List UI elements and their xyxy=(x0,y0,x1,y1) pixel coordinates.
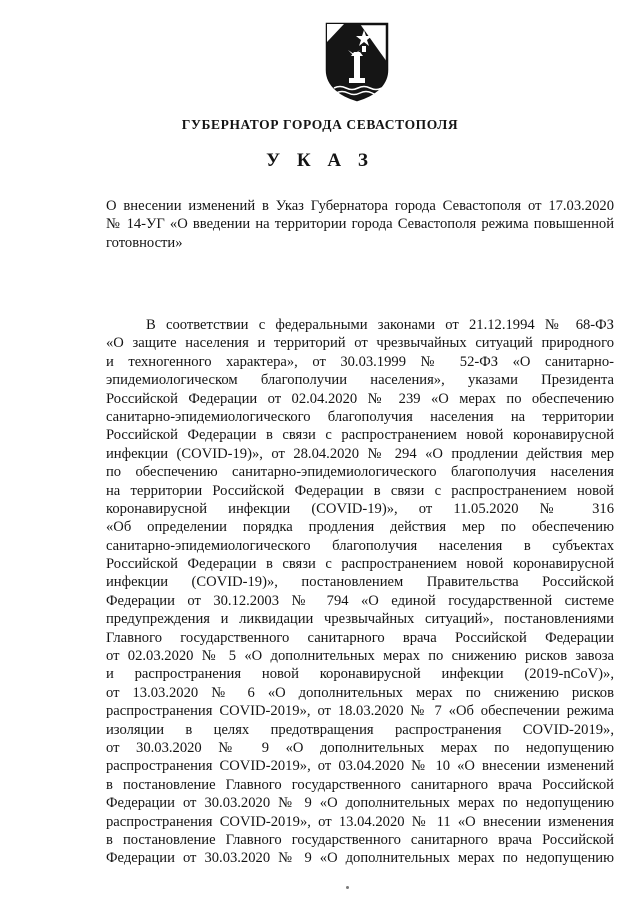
body-line: в постановление Главного государственного санитарного врача Российской xyxy=(106,831,614,848)
body-line: «Об определении порядка продления действия мер по обеспечению xyxy=(106,519,614,536)
sevastopol-coat-of-arms-icon xyxy=(324,22,390,102)
body-line: предупреждения и ликвидации чрезвычайных ситуаций», постановлениями xyxy=(106,611,614,628)
body-line: от 13.03.2020 № 6 «О дополнительных мерах по снижению рисков xyxy=(106,684,614,701)
body-line: Российской Федерации от 02.04.2020 № 239 «О мерах по обеспечению xyxy=(106,390,614,407)
body-line: санитарно-эпидемиологического благополучия населения в субъектах xyxy=(106,537,614,554)
body-line: распространения COVID-2019», от 13.04.2020 № 11 «О внесении изменения xyxy=(106,813,614,830)
body-line: от 30.03.2020 № 9 «О дополнительных мерах по недопущению xyxy=(106,739,614,756)
body-line: Российской Федерации в связи с распространением новой коронавирусной xyxy=(106,427,614,444)
body-line: в постановление Главного государственного санитарного врача Российской xyxy=(106,776,614,793)
decree-preamble xyxy=(106,316,614,868)
body-line: Федерации от 30.12.2003 № 794 «О единой государственной системе xyxy=(106,592,614,609)
body-line: В соответствии с федеральными законами от 21.12.1994 № 68-ФЗ xyxy=(146,317,614,333)
body-line: распространения COVID-2019», от 18.03.2020 № 7 «Об обеспечении режима xyxy=(106,703,614,720)
body-line: Федерации от 30.03.2020 № 9 «О дополнительных мерах по недопущению xyxy=(106,850,614,867)
body-line: распространения COVID-2019», от 03.04.2020 № 10 «О внесении изменений xyxy=(106,758,614,775)
body-line: на территории Российской Федерации в связи с распространением новой xyxy=(106,482,614,499)
body-line: и распространения новой коронавирусной инфекции (2019-nCoV)», xyxy=(106,666,614,683)
subject-line: О внесении изменений в Указ Губернатора города Севастополя от 17.03.2020 xyxy=(106,198,614,214)
body-line: Главного государственного санитарного врача Российской Федерации xyxy=(106,629,614,646)
body-line: эпидемиологическом благополучии населения», указами Президента xyxy=(106,372,614,389)
body-line: изоляции в целях предотвращения распространения COVID-2019», xyxy=(106,721,614,738)
document-type-title: У К А З xyxy=(266,150,374,171)
body-line: коронавирусной инфекции (COVID-19)», от 11.05.2020 № 316 xyxy=(106,500,614,517)
decree-subject xyxy=(106,197,614,252)
body-line: санитарно-эпидемиологического благополучия населения на территории xyxy=(106,408,614,425)
subject-line: готовности» xyxy=(106,234,183,251)
body-line: по обеспечению санитарно-эпидемиологического благополучия населения xyxy=(106,464,614,481)
body-line: инфекции (COVID-19)», от 28.04.2020 № 294 «О продлении действия мер xyxy=(106,445,614,462)
body-line: и техногенного характера», от 30.03.1999 № 52-ФЗ «О санитарно- xyxy=(106,353,614,370)
body-line: Российской Федерации в связи с распространением новой коронавирусной xyxy=(106,556,614,573)
body-line: Федерации от 30.03.2020 № 9 «О дополнительных мерах по недопущению xyxy=(106,795,614,812)
body-line: «О защите населения и территорий от чрезвычайных ситуаций природного xyxy=(106,335,614,352)
body-line: от 02.03.2020 № 5 «О дополнительных мерах по снижению рисков завоза xyxy=(106,648,614,665)
scan-speck xyxy=(346,886,349,889)
subject-line: № 14-УГ «О введении на территории города Севастополя режима повышенной xyxy=(106,216,614,233)
body-line: инфекции (COVID-19)», постановлением Правительства Российской xyxy=(106,574,614,591)
issuing-authority: ГУБЕРНАТОР ГОРОДА СЕВАСТОПОЛЯ xyxy=(181,117,459,132)
